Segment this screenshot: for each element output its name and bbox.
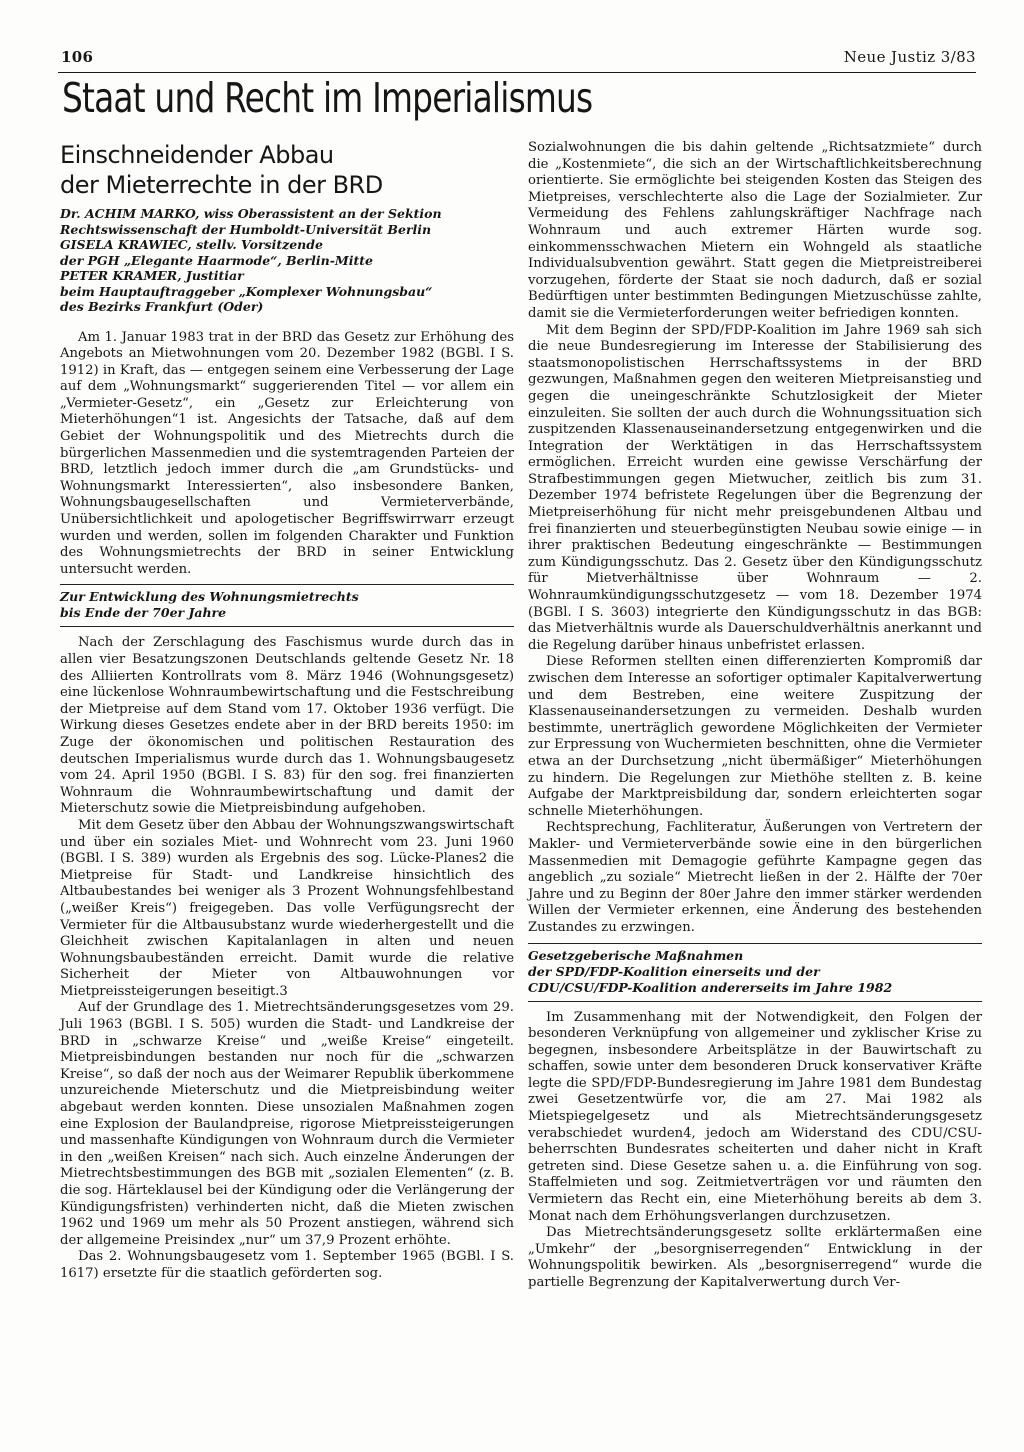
byline-line: der PGH „Elegante Haarmode“, Berlin-Mitte (60, 252, 374, 268)
byline-line: PETER KRAMER, Justitiar (60, 268, 244, 283)
byline-line: Rechtswissenschaft der Humboldt-Universität Berlin (60, 221, 432, 237)
right-column (528, 140, 982, 1292)
subheading-line: Gesetzgeberische Maßnahmen (528, 947, 744, 963)
byline-line: beim Hauptauftraggeber „Komplexer Wohnungsbau“ (60, 283, 433, 299)
body-paragraph: Auf der Grundlage des 1. Mietrechtsänderungsgesetzes vom 29. Juli 1963 (BGBl. I S. 505) wurden die Stadt- und Landkreise der BRD in „schwarze Kreise“ und „weiße Kreise“ eingeteilt. Mietpreisbindungen bestanden nur noch für die „schwarzen Kreise“, so daß der noch aus der Weimarer Republik überkommene unzureichende Mieterschutz und die Mietpreisbindung weiter abgebaut werden konnten. Diese unsozialen Maßnahmen zogen eine Explosion der Baulandpreise, rigorose Mietpreissteigerungen und massenhafte Kündigungen von Wohnraum durch die Vermieter in den „weißen Kreisen“ nach sich. Auch einzelne Änderungen der Mietrechtsbestimmungen des BGB mit „sozialen Elementen“ (z. B. die sog. Härteklausel bei der Kündigung oder die Verlängerung der Kündigungsfristen) verhinderten nicht, daß die Mieten zwischen 1962 und 1969 um mehr als 50 Prozent anstiegen, während sich der allgemeine Preisindex „nur“ um 37,9 Prozent erhöhte. (60, 1000, 514, 1248)
body-paragraph: Diese Reformen stellten einen differenzierten Kompromiß dar zwischen dem Interesse an sofortiger optimaler Kapitalverwertung und dem Bestreben, eine weitere Zuspitzung der Klassenauseinandersetzungen zu vermeiden. Deshalb wurden bestimmte, unerträglich gewordene Möglichkeiten der Vermieter zur Erpressung von Wuchermieten beschnitten, ohne die Vermieter etwa an der Durchsetzung „nicht übermäßiger“ Mieterhöhungen zu hindern. Die Regelungen zur Miethöhe stellten z. B. keine Aufgabe der Marktpreisbildung dar, sondern erleichterten sogar schnelle Mieterhöhungen. (528, 654, 982, 819)
body-paragraph: Nach der Zerschlagung des Faschismus wurde durch das in allen vier Besatzungszonen Deutschlands geltende Gesetz Nr. 18 des Alliierten Kontrollrats vom 8. März 1946 (Wohnungsgesetz) eine lückenlose Wohnraumbewirtschaftung und die Festschreibung der Mietpreise auf dem Stand vom 17. Oktober 1936 verfügt. Die Wirkung dieses Gesetzes endete aber in der BRD bereits 1950: im Zuge der ökonomischen und politischen Restauration des deutschen Imperialismus wurde durch das 1. Wohnungsbaugesetz vom 24. April 1950 (BGBl. I S. 83) für den sog. frei finanzierten Wohnraum die Wohnraumbewirtschaftung und damit der Mieterschutz sowie die Mietpreisbindung aufgehoben. (60, 635, 514, 817)
subheading-line: CDU/CSU/FDP-Koalition andererseits im Jahre 1982 (528, 979, 893, 995)
intro-paragraph: Am 1. Januar 1983 trat in der BRD das Gesetz zur Erhöhung des Angebots an Mietwohnungen vom 20. Dezember 1982 (BGBl. I S. 1912) in Kraft, das — entgegen seinem eine Verbesserung der Lage auf dem „Wohnungsmarkt“ suggerierenden Titel — vor allem ein „Vermieter-Gesetz“, ein „Gesetz zur Erleichterung von Mieterhöhungen“1 ist. Angesichts der Tatsache, daß auf dem Gebiet der Wohnungspolitik und des Mietrechts durch die bürgerlichen Massenmedien und die systemtragenden Parteien der BRD, letztlich jedoch immer durch die „am Grundstücks- und Wohnungsmarkt Interessierten“, also insbesondere Banken, Wohnungsbaugesellschaften und Vermieterverbände, Unübersichtlichkeit und apologetischer Begriffswirrwarr erzeugt wurden und werden, sollen im folgenden Charakter und Funktion des Wohnungsmietrechts der BRD in seiner Entwicklung untersucht werden. (60, 329, 514, 577)
body-paragraph: Mit dem Gesetz über den Abbau der Wohnungszwangswirtschaft und über ein soziales Miet- und Wohnrecht vom 23. Juni 1960 (BGBl. I S. 389) wurden als Ergebnis des sog. Lücke-Planes2 die Mietpreise für Stadt- und Landkreise hinsichtlich des Altbaubestandes bei weniger als 3 Prozent Wohnungsfehlbestand („weißer Kreis“) freigegeben. Das volle Verfügungsrecht der Vermieter für die Altbausubstanz wurde wiederhergestellt und die Gleichheit zwischen Kapitalanlagen in alten und neuen Wohnungsbaubeständen erreicht. Damit wurde die relative Sicherheit der Mieter von Altbauwohnungen vor Mietpreissteigerungen beseitigt.3 (60, 817, 514, 999)
body-paragraph: Mit dem Beginn der SPD/FDP-Koalition im Jahre 1969 sah sich die neue Bundesregierung im Interesse der Stabilisierung des staatsmonopolistischen Herrschaftssystems in der BRD gezwungen, Maßnahmen gegen den weiteren Mietpreisanstieg und gegen die uneingeschränkte Schutzlosigkeit der Mieter einzuleiten. Sie sollten der auch durch die Wohnungssituation sich zuspitzenden Klassenauseinandersetzung entgegenwirken und die Integration der Werktätigen in das Herrschaftssystem ermöglichen. Erreicht wurden eine gewisse Verschärfung der Strafbestimmungen gegen Mietwucher, zeitlich bis zum 31. Dezember 1974 befristete Regelungen über die Begrenzung der Mietpreiserhöhung für nicht mehr preisgebundenen Altbau und frei finanzierten und steuerbegünstigten Neubau sowie einige — in ihrer praktischen Bedeutung eingeschränkte — Bestimmungen zum Kündigungsschutz. Das 2. Gesetz über den Kündigungsschutz für Mietverhältnisse über Wohnraum — 2. Wohnraumkündigungsschutzgesetz — vom 18. Dezember 1974 (BGBl. I S. 3603) integrierte den Kündigungsschutz in das BGB: das Mietverhältnis wurde als Dauerschuldverhältnis anerkannt und die Regelung darüber hinaus unbefristet erlassen. (528, 322, 982, 653)
subheading-development (60, 584, 514, 627)
body-paragraph: Rechtsprechung, Fachliteratur, Äußerungen von Vertretern der Makler- und Vermieterverbände sowie eine in den bürgerlichen Massenmedien mit Demagogie geführte Kampagne gegen das angeblich „zu soziale“ Mietrecht ließen in der 2. Hälfte der 70er Jahre und zu Beginn der 80er Jahre den immer stärker werdenden Willen der Vermieter erkennen, eine Änderung des bestehenden Zustandes zu erzwingen. (528, 820, 982, 935)
body-paragraph: Das 2. Wohnungsbaugesetz vom 1. September 1965 (BGBl. I S. 1617) ersetzte für die staatlich geförderten sog. (60, 1249, 514, 1281)
body-paragraph: Sozialwohnungen die bis dahin geltende „Richtsatzmiete“ durch die „Kostenmiete“, die sich an der Wirtschaftlichkeitsberechnung orientierte. Sie ermöglichte bei steigenden Kosten das Steigen des Mietpreises, verschlechterte also die Lage der Sozialmieter. Zur Vermeidung des Fehlens zahlungskräftiger Nachfrage nach Wohnraum und auch extremer Härten wurde sog. einkommensschwachen Mietern ein Wohngeld als staatliche Individualsubvention gewährt. Statt gegen die Mietpreistreiberei vorzugehen, förderte der Staat sie noch dadurch, daß er sozial Bedürftigen unter bestimmten Bedingungen Mietzuschüsse zahlte, damit sie die Vermieterforderungen weiter befriedigen konnten. (528, 140, 982, 321)
journal-issue: Neue Justiz 3/83 (843, 48, 976, 66)
article-title-line: Einschneidender Abbau (60, 141, 334, 169)
byline-line: Dr. ACHIM MARKO, wiss Oberassistent an der Sektion (60, 206, 442, 221)
subheading-line: der SPD/FDP-Koalition einerseits und der (528, 963, 820, 979)
article-title (60, 140, 514, 200)
subheading-line: Zur Entwicklung des Wohnungsmietrechts (60, 589, 359, 605)
header-rule (58, 72, 976, 73)
author-byline (60, 206, 514, 315)
subheading-line: bis Ende der 70er Jahre (60, 605, 227, 621)
body-paragraph: Im Zusammenhang mit der Notwendigkeit, den Folgen der besonderen Verknüpfung von allgemeiner und zyklischer Krise zu begegnen, insbesondere Arbeitsplätze in der Bauwirtschaft zu schaffen, sowie unter dem besonderen Druck konservativer Kräfte legte die SPD/FDP-Bundesregierung im Jahre 1981 dem Bundestag zwei Gesetzentwürfe vor, die am 27. Mai 1982 als Mietspiegelgesetz und als Mietrechtsänderungsgesetz verabschiedet wurden4, jedoch am Widerstand des CDU/CSU-beherrschten Bundesrates scheiterten und daher nicht in Kraft getreten sind. Diese Gesetze sahen u. a. die Einführung von sog. Staffelmieten und sog. Zeitmietverträgen vor und räumten den Vermietern das Recht ein, eine Mieterhöhung bereits ab dem 3. Monat nach dem Erhöhungsverlangen durchzusetzen. (528, 1009, 982, 1224)
byline-line: des Bezirks Frankfurt (Oder) (60, 299, 264, 314)
article-title-line: der Mieterrechte in der BRD (60, 171, 383, 199)
byline-line: GISELA KRAWIEC, stellv. Vorsitzende (60, 237, 323, 252)
page-number: 106 (61, 48, 94, 66)
left-column (60, 140, 514, 1283)
section-title: Staat und Recht im Imperialismus (62, 74, 593, 122)
subheading-legislation-1982 (528, 943, 982, 1002)
body-paragraph: Das Mietrechtsänderungsgesetz sollte erklärtermaßen eine „Umkehr“ der „besorgniserregenden“ Entwicklung in der Wohnungspolitik bewirken. Als „besorgniserregend“ wurde die partielle Begrenzung der Kapitalverwertung durch Ver- (528, 1225, 982, 1290)
